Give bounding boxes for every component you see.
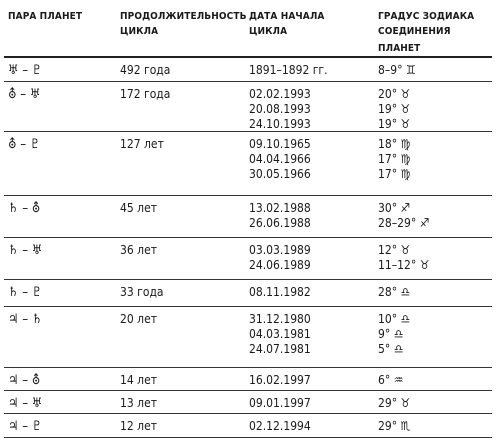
cycle-duration: 492 года xyxy=(120,63,171,77)
zodiac-degree-cell xyxy=(378,285,410,300)
start-date-cell xyxy=(249,373,311,388)
table-row xyxy=(4,196,492,238)
table-row xyxy=(4,58,492,82)
zodiac-degree: 28–29° ♐ xyxy=(378,216,430,230)
header-line: ЦИКЛА xyxy=(249,26,288,37)
zodiac-degree: 28° ♎ xyxy=(378,285,411,299)
duration-cell xyxy=(120,285,164,300)
zodiac-degree: 19° ♉ xyxy=(378,117,411,131)
duration-cell xyxy=(120,137,164,152)
duration-cell xyxy=(120,87,170,102)
header-line: ГРАДУС ЗОДИАКА xyxy=(378,11,475,22)
table-row xyxy=(4,414,492,438)
start-date-cell xyxy=(249,243,311,273)
planet-pair-cell xyxy=(8,419,42,434)
start-date: 04.03.1981 xyxy=(249,327,311,341)
zodiac-degree: 10° ♎ xyxy=(378,312,411,326)
cycle-duration: 127 лет xyxy=(120,137,164,151)
planet-pair: ♃ – ⛢ xyxy=(8,373,41,388)
start-date-cell xyxy=(249,137,311,182)
duration-cell xyxy=(120,201,157,216)
start-date-cell xyxy=(249,419,311,434)
table-row xyxy=(4,132,492,196)
planet-pair: ♄ – ♇ xyxy=(8,285,43,300)
zodiac-degree: 5° ♎ xyxy=(378,342,404,356)
zodiac-degree-cell xyxy=(378,312,410,357)
planet-pair-cell xyxy=(8,373,40,388)
planet-pair-cell xyxy=(8,312,42,327)
row-divider xyxy=(4,437,492,438)
zodiac-degree: 19° ♉ xyxy=(378,102,411,116)
planet-pair-cell xyxy=(8,285,42,300)
start-date: 09.10.1965 xyxy=(249,137,311,151)
start-date: 02.02.1993 xyxy=(249,87,311,101)
start-date: 30.05.1966 xyxy=(249,167,311,181)
start-date: 24.07.1981 xyxy=(249,342,311,356)
planet-pair-cell xyxy=(8,396,42,411)
start-date: 24.10.1993 xyxy=(249,117,311,131)
start-date: 09.01.1997 xyxy=(249,396,311,410)
start-date: 08.11.1982 xyxy=(249,285,311,299)
header-planet-pair xyxy=(8,8,82,23)
cycle-duration: 172 года xyxy=(120,87,171,101)
zodiac-degree: 17° ♍ xyxy=(378,167,411,181)
start-date: 13.02.1988 xyxy=(249,201,311,215)
table-row xyxy=(4,391,492,414)
start-date: 24.06.1989 xyxy=(249,258,311,272)
zodiac-degree: 12° ♉ xyxy=(378,243,411,257)
start-date: 03.03.1989 xyxy=(249,243,311,257)
planet-pair-cell xyxy=(8,87,40,102)
planet-pair-cell xyxy=(8,243,42,258)
zodiac-degree: 6° ♒ xyxy=(378,373,404,387)
start-date-cell xyxy=(249,201,311,231)
planet-pair: ♅ – ♇ xyxy=(8,63,43,78)
zodiac-degree-cell xyxy=(378,373,403,388)
zodiac-degree-cell xyxy=(378,243,429,273)
cycle-duration: 20 лет xyxy=(120,312,157,326)
cycle-duration: 33 года xyxy=(120,285,164,299)
start-date-cell xyxy=(249,312,311,357)
planet-pair: ♃ – ♅ xyxy=(8,396,43,411)
planet-pair: ⛢ – ♅ xyxy=(8,87,41,102)
planet-pair: ♃ – ♄ xyxy=(8,312,43,327)
start-date: 26.06.1988 xyxy=(249,216,311,230)
start-date: 16.02.1997 xyxy=(249,373,311,387)
header-cycle-duration xyxy=(120,8,247,38)
zodiac-degree: 18° ♍ xyxy=(378,137,411,151)
header-line: ПАРА ПЛАНЕТ xyxy=(8,11,83,22)
zodiac-degree: 30° ♐ xyxy=(378,201,411,215)
planet-pair: ♄ – ♅ xyxy=(8,243,43,258)
header-zodiac-degree xyxy=(378,8,496,54)
table-row xyxy=(4,280,492,307)
planet-pair-cell xyxy=(8,201,40,216)
header-cycle-start xyxy=(249,8,324,38)
table-row xyxy=(4,368,492,391)
cycle-duration: 14 лет xyxy=(120,373,157,387)
start-date: 1891–1892 гг. xyxy=(249,63,328,77)
duration-cell xyxy=(120,243,157,258)
planet-pair: ♄ – ⛢ xyxy=(8,201,41,216)
cycle-duration: 36 лет xyxy=(120,243,157,257)
zodiac-degree: 29° ♏ xyxy=(378,419,411,433)
zodiac-degree-cell xyxy=(378,419,410,434)
duration-cell xyxy=(120,419,157,434)
zodiac-degree: 29° ♉ xyxy=(378,396,411,410)
zodiac-degree-cell xyxy=(378,137,410,182)
cycle-duration: 13 лет xyxy=(120,396,157,410)
duration-cell xyxy=(120,312,157,327)
planet-pair-cell xyxy=(8,63,42,78)
table-row xyxy=(4,307,492,368)
start-date-cell xyxy=(249,396,311,411)
start-date: 02.12.1994 xyxy=(249,419,311,433)
header-line: СОЕДИНЕНИЯ ПЛАНЕТ xyxy=(378,26,451,54)
header-line: ДАТА НАЧАЛА xyxy=(249,11,325,22)
planet-pair: ⛢ – ♇ xyxy=(8,137,41,152)
table-row xyxy=(4,238,492,280)
start-date: 04.04.1966 xyxy=(249,152,311,166)
planet-pair: ♃ – ♇ xyxy=(8,419,43,434)
zodiac-degree-cell xyxy=(378,396,410,411)
start-date: 31.12.1980 xyxy=(249,312,311,326)
start-date: 20.08.1993 xyxy=(249,102,311,116)
cycle-duration: 45 лет xyxy=(120,201,157,215)
header-line: ПРОДОЛЖИТЕЛЬНОСТЬ xyxy=(120,11,247,22)
start-date-cell xyxy=(249,87,311,132)
zodiac-degree-cell xyxy=(378,87,410,132)
zodiac-degree-cell xyxy=(378,63,416,78)
planet-pair-cell xyxy=(8,137,40,152)
cycle-duration: 12 лет xyxy=(120,419,157,433)
duration-cell xyxy=(120,396,157,411)
duration-cell xyxy=(120,373,157,388)
start-date-cell xyxy=(249,63,328,78)
zodiac-degree: 8–9° ♊ xyxy=(378,63,416,77)
zodiac-degree-cell xyxy=(378,201,429,231)
zodiac-degree: 9° ♎ xyxy=(378,327,404,341)
zodiac-degree: 11–12° ♉ xyxy=(378,258,430,272)
table-row xyxy=(4,82,492,132)
duration-cell xyxy=(120,63,170,78)
zodiac-degree: 20° ♉ xyxy=(378,87,411,101)
start-date-cell xyxy=(249,285,311,300)
zodiac-degree: 17° ♍ xyxy=(378,152,411,166)
header-line: ЦИКЛА xyxy=(120,26,159,37)
